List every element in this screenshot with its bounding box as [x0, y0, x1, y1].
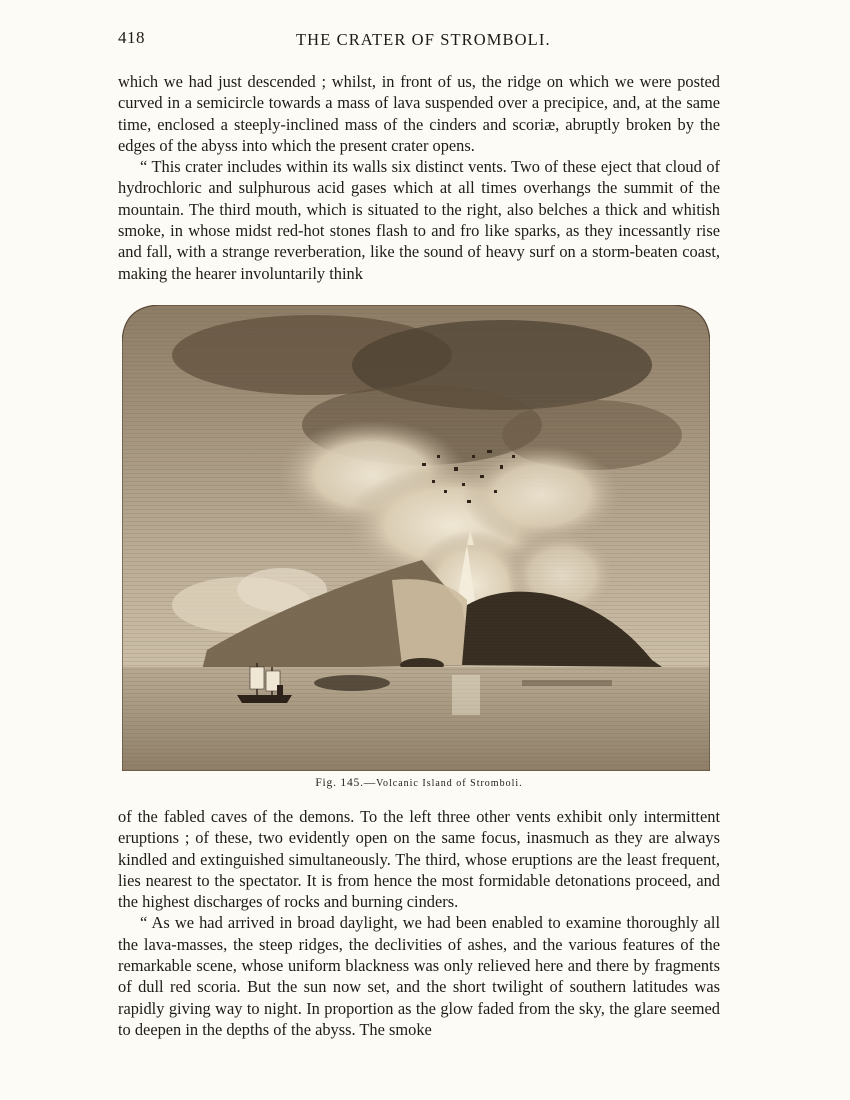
- body-text-top: [118, 71, 720, 284]
- page-number: 418: [118, 28, 145, 47]
- figure-title: Volcanic Island of Stromboli.: [376, 778, 523, 789]
- volcanic-island-engraving: [122, 305, 710, 771]
- paragraph: of the fabled caves of the demons. To the left three other vents exhibit only intermittent eruptions ; of these, two evidently open on the same focus, inasmuch as they are always kindled and extinguished simultaneously. The third, whose eruptions are the least frequent, lies nearest to the spectator. It is from hence the most formidable detonations proceed, and the highest discharges of rocks and burning cinders.: [118, 807, 720, 912]
- paragraph: “ This crater includes within its walls six distinct vents. Two of these eject that cloud of hydrochloric and sulphurous acid gases which at all times overhangs the summit of the mountain. The third mouth, which is situated to the right, also belches a thick and whitish smoke, in whose midst red-hot stones flash to and fro like sparks, as they incessantly rise and fall, with a strange reverberation, like the sound of heavy surf on a storm-beaten coast, making the hearer involuntarily think: [118, 157, 720, 283]
- engraving-illustration: [122, 305, 710, 771]
- figure-caption: [118, 777, 720, 789]
- body-text-bottom: [118, 806, 720, 1040]
- paragraph: “ As we had arrived in broad daylight, we had been enabled to examine thoroughly all the lava-masses, the steep ridges, the declivities of ashes, and the various features of the remarkable scene, whose uniform blackness was only relieved here and there by fragments of dull red scoria. But the sun now set, and the short twilight of southern latitudes was rapidly giving way to night. In proportion as the glow faded from the sky, the glare seemed to deepen in the depths of the abyss. The smoke: [118, 913, 720, 1039]
- figure-number: Fig. 145.—: [315, 777, 377, 789]
- paragraph: which we had just descended ; whilst, in front of us, the ridge on which we were posted curved in a semicircle towards a mass of lava suspended over a precipice, and, at the same time, enclosed a steeply-inclined mass of the cinders and scoriæ, abruptly broken by the edges of the abyss into which the present crater opens.: [118, 72, 720, 155]
- running-title: THE CRATER OF STROMBOLI.: [296, 30, 551, 49]
